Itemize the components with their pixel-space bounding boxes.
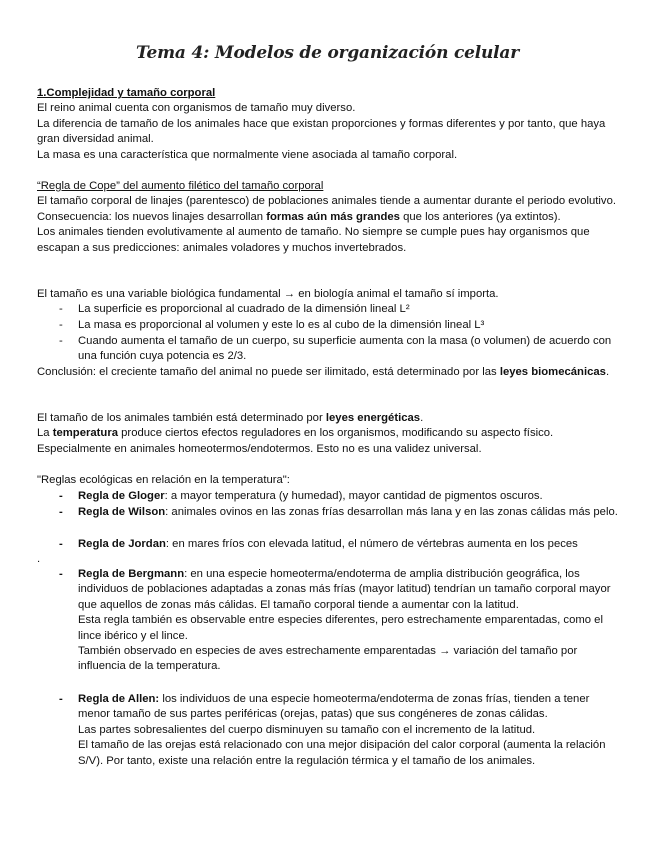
stray-dot: . bbox=[37, 553, 41, 565]
bullet-dash: - bbox=[59, 693, 63, 705]
rules-intro bbox=[37, 473, 622, 488]
rule-name: Regla de Gloger bbox=[78, 490, 165, 502]
list-item-jordan bbox=[37, 537, 622, 552]
bold-text: leyes energéticas bbox=[325, 412, 421, 424]
text-run: El tamaño corporal de linajes (parentesco) de poblaciones animales tiende a aumentar durante el periodo evolutivo. Consecuencia: los nuevos linajes desarrollan bbox=[37, 195, 617, 223]
list-item bbox=[37, 692, 622, 769]
list-item-wilson bbox=[37, 505, 622, 520]
conclusion bbox=[37, 365, 622, 380]
text-run: : en una especie homeoterma/endoterma de amplia distribución geográfica, los individuos de poblaciones adaptadas a zonas más frías (mayor latitud) tendrían un tamaño corporal mayor que aquellos de zonas más cálidas. El tamaño corporal tiende a aumentar con la latitud. bbox=[78, 568, 611, 611]
list-item-text: Cuando aumenta el tamaño de un cuerpo, su superficie aumenta con la masa (o volumen) de acuerdo con una función cuya potencia es 2/3. bbox=[78, 335, 612, 363]
bold-text: temperatura bbox=[52, 427, 119, 440]
text-run: La bbox=[37, 427, 53, 440]
rule-name: Regla de Bergmann bbox=[78, 568, 185, 580]
paragraph bbox=[37, 194, 622, 225]
list-item-text bbox=[78, 537, 622, 552]
paragraph bbox=[37, 426, 622, 441]
list-item-text: La superficie es proporcional al cuadrado de la dimensión lineal L² bbox=[78, 303, 410, 315]
text-run: . bbox=[605, 366, 610, 378]
paragraph: El reino animal cuenta con organismos de tamaño muy diverso. bbox=[37, 102, 356, 115]
text-run: Conclusión: el creciente tamaño del animal no puede ser ilimitado, está determinado por las bbox=[37, 366, 500, 378]
list-item-text bbox=[78, 489, 622, 504]
list-item bbox=[37, 318, 622, 333]
rule-name: Regla de Allen: bbox=[78, 693, 160, 705]
paragraph: Especialmente en animales homeotermos/endotermos. Esto no es una validez universal. bbox=[37, 442, 482, 455]
bullet-dash: - bbox=[59, 319, 63, 331]
list-item-text: El tamaño de las orejas está relacionado con una mejor disipación del calor corporal (aumenta la relación S/V). Por tanto, existe una relación entre la regulación térmica y el tamaño de los animales. bbox=[78, 739, 606, 767]
bullet-dash: - bbox=[59, 335, 63, 347]
list-item-text bbox=[78, 692, 622, 723]
text-run: los individuos de una especie homeoterma/endoterma de zonas frías, tienden a tener menor tamaño de sus partes periféricas (orejas, patas) que sus congéneres de zonas cálidas. bbox=[78, 693, 590, 721]
section-energia bbox=[37, 411, 622, 457]
text-run: que los anteriores (ya extintos). bbox=[399, 210, 561, 223]
section-heading: 1.Complejidad y tamaño corporal bbox=[37, 87, 216, 99]
bold-text: formas aún más grandes bbox=[266, 210, 400, 223]
bold-text: leyes biomecánicas bbox=[499, 366, 606, 378]
list-item-text: También observado en especies de aves estrechamente emparentadas → variación del tamaño por influencia de la temperatura. bbox=[78, 645, 578, 673]
paragraph: La diferencia de tamaño de los animales hace que existan proporciones y formas diferentes y por tanto, que haya gran diversidad animal. bbox=[37, 117, 606, 146]
paragraph: El tamaño es una variable biológica fundamental → en biología animal el tamaño sí importa. bbox=[37, 288, 499, 300]
list-item bbox=[37, 334, 622, 365]
list-item-text: Las partes sobresalientes del cuerpo disminuyen su tamaño con el incremento de la latitud. bbox=[78, 723, 536, 736]
bullet-dash: - bbox=[59, 490, 63, 502]
rule-name: Regla de Wilson bbox=[78, 506, 166, 518]
section-cope bbox=[37, 179, 622, 256]
subsection-heading: “Regla de Cope” del aumento filético del tamaño corporal bbox=[37, 180, 324, 192]
list-item-text: Esta regla también es observable entre especies diferentes, pero estrechamente emparentadas, como el lince ibérico y el lince. bbox=[78, 614, 603, 642]
page-title: Tema 4: Modelos de organización celular bbox=[136, 43, 519, 63]
text-run: produce ciertos efectos reguladores en los organismos, modificando su aspecto físico. bbox=[118, 427, 554, 440]
paragraph bbox=[37, 411, 622, 426]
text-run: : animales ovinos en las zonas frías desarrollan más lana y en las zonas cálidas más pelo. bbox=[165, 506, 618, 518]
list-item-gloger bbox=[37, 489, 622, 504]
paragraph: Los animales tienden evolutivamente al aumento de tamaño. No siempre se cumple pues hay organismos que escapan a sus predicciones: animales voladores y muchos invertebrados. bbox=[37, 226, 590, 254]
paragraph: "Reglas ecológicas en relación en la temperatura": bbox=[37, 474, 290, 486]
list-item-text bbox=[78, 505, 622, 520]
bullet-dash: - bbox=[59, 538, 63, 550]
list-item-text: La masa es proporcional al volumen y este lo es al cubo de la dimensión lineal L³ bbox=[78, 319, 485, 331]
bullet-dash: - bbox=[59, 303, 63, 315]
list-item bbox=[37, 567, 622, 675]
bullet-dash: - bbox=[59, 568, 63, 580]
list-item-text bbox=[78, 567, 622, 613]
bullet-dash: - bbox=[59, 506, 63, 518]
text-run: . bbox=[420, 412, 424, 424]
text-run: : a mayor temperatura (y humedad), mayor cantidad de pigmentos oscuros. bbox=[164, 490, 543, 502]
text-run: El tamaño de los animales también está determinado por bbox=[37, 412, 326, 424]
rule-name: Regla de Jordan bbox=[78, 538, 166, 550]
list-item bbox=[37, 302, 622, 317]
paragraph: La masa es una característica que normalmente viene asociada al tamaño corporal. bbox=[37, 148, 458, 161]
text-run: : en mares fríos con elevada latitud, el número de vértebras aumenta en los peces bbox=[165, 538, 578, 550]
section-complejidad bbox=[37, 86, 622, 163]
paragraph bbox=[37, 365, 622, 380]
section-tamano bbox=[37, 287, 622, 302]
